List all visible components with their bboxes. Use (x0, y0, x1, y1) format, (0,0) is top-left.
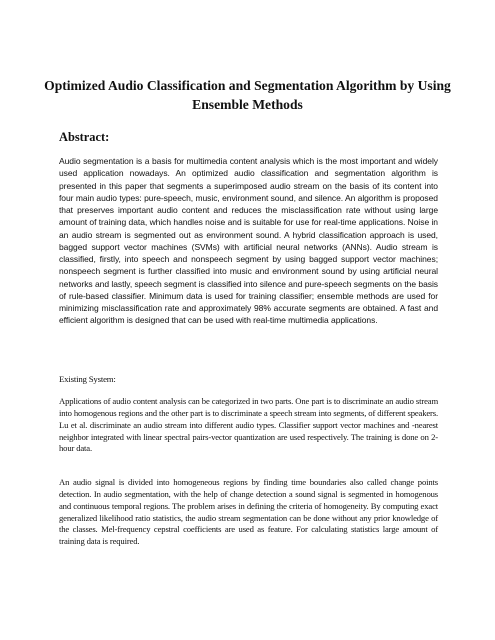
abstract-heading: Abstract: (59, 130, 110, 144)
existing-system-heading: Existing System: (59, 374, 116, 384)
abstract-paragraph: Audio segmentation is a basis for multimedia content analysis which is the most important and widely used application nowadays. An optimized audio classification and segmentation algorithm is presented in this paper that segments a superimposed audio stream on the basis of its content into four main audio types: pure-speech, music, environment sound, and silence. An algorithm is proposed that preserves important audio content and reduces the misclassification rate without using large amount of training data, which handles noise and is suitable for use for real-time applications. Noise in an audio stream is segmented out as environment sound. A hybrid classification approach is used, bagged support vector machines (SVMs) with artificial neural networks (ANNs). Audio stream is classified, firstly, into speech and nonspeech segment by using bagged support vector machines; nonspeech segment is further classified into music and environment sound by using artificial neural networks and lastly, speech segment is classified into silence and pure-speech segments on the basis of rule-based classifier. Minimum data is used for training classifier; ensemble methods are used for minimizing misclassification rate and approximately 98% accurate segments are obtained. A fast and efficient algorithm is designed that can be used with real-time multimedia applications. (59, 156, 438, 326)
body-paragraph: Applications of audio content analysis can be categorized in two parts. One part is to discriminate an audio stream into homogenous regions and the other part is to discriminate a speech stream into segments, of different speakers. Lu et al. discriminate an audio stream into different audio types. Classifier support vector machines and -nearest neighbor integrated with linear spectral pairs-vector quantization are used respectively. The training is done on 2-hour data. (59, 396, 438, 454)
body-paragraph: An audio signal is divided into homogeneous regions by finding time boundaries also called change points detection. In audio segmentation, with the help of change detection a sound signal is segmented in homogenous and continuous temporal regions. The problem arises in defining the criteria of homogeneity. By computing exact generalized likelihood ratio statistics, the audio stream segmentation can be done without any prior knowledge of the classes. Mel-frequency cepstral coefficients are used as feature. For calculating statistics large amount of training data is required. (59, 477, 438, 547)
paper-title: Optimized Audio Classification and Segmentation Algorithm by Using Ensemble Methods (44, 78, 451, 112)
